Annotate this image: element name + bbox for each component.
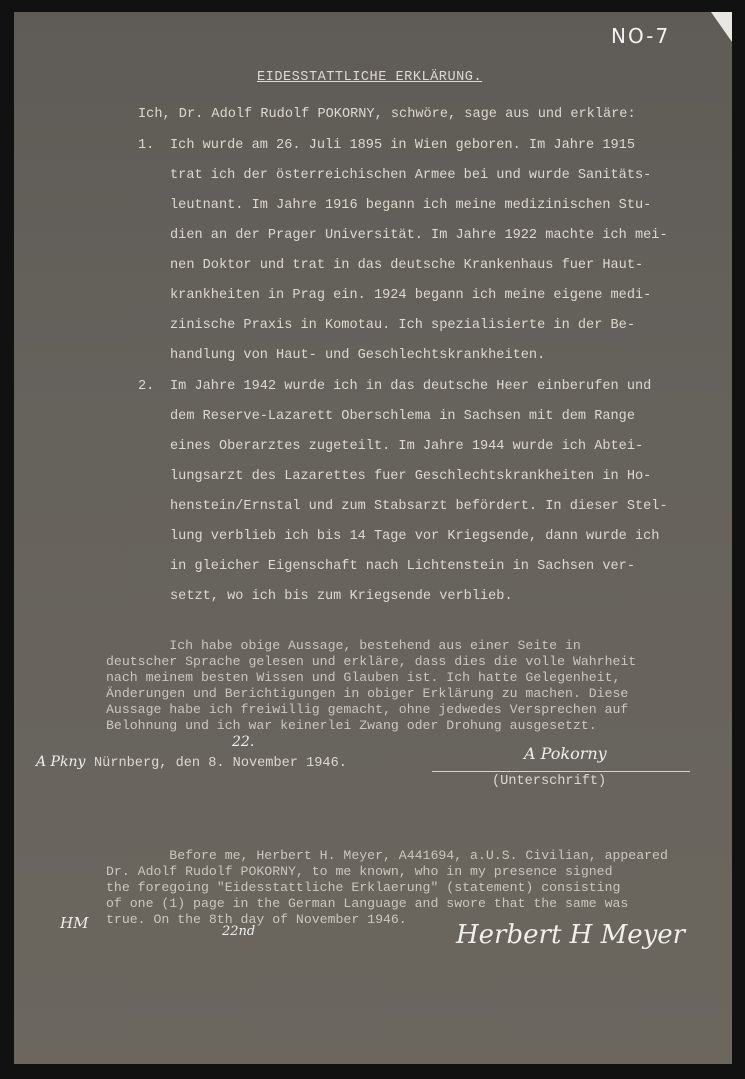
para2-line: lung verblieb ich bis 14 Tage vor Kriegsende, dann wurde ich (170, 529, 660, 544)
signature-meyer: Herbert H Meyer (456, 920, 686, 950)
para2-line: henstein/Ernstal und zum Stabsarzt befördert. In dieser Stel- (170, 499, 668, 514)
para1-line: dien an der Prager Universität. Im Jahre 1922 machte ich mei- (170, 228, 668, 243)
para2-line: Im Jahre 1942 wurde ich in das deutsche Heer einberufen und (170, 379, 652, 394)
para1-line: Ich wurde am 26. Juli 1895 in Wien geboren. Im Jahre 1915 (170, 138, 635, 153)
signature-label: (Unterschrift) (492, 774, 607, 789)
para2-line: in gleicher Eigenschaft nach Lichtenstein in Sachsen ver- (170, 559, 635, 574)
affidavit-line: the foregoing "Eidesstattliche Erklaerung" (statement) consisting (106, 880, 621, 895)
day-correction: 22nd (222, 924, 256, 939)
document-title: EIDESSTATTLICHE ERKLÄRUNG. (257, 70, 483, 85)
initials-left: A Pkny (36, 754, 86, 770)
affidavit-line: true. On the 8th day of November 1946. (106, 912, 407, 927)
para1-line: handlung von Haut- und Geschlechtskrankheiten. (170, 348, 546, 363)
statement-line: Änderungen und Berichtigungen in obiger Erklärung zu machen. Diese (106, 686, 629, 701)
statement-line: deutscher Sprache gelesen und erkläre, dass dies die volle Wahrheit (106, 654, 637, 669)
para2-line: dem Reserve-Lazarett Oberschlema in Sachsen mit dem Range (170, 409, 635, 424)
para2-number: 2. (138, 379, 155, 394)
date-correction: 22. (232, 734, 255, 750)
statement-line: nach meinem besten Wissen und Glauben ist. Ich hatte Gelegenheit, (106, 670, 621, 685)
para2-line: eines Oberarztes zugeteilt. Im Jahre 1944 wurde ich Abtei- (170, 439, 644, 454)
document-sheet (14, 12, 732, 1064)
para1-line: trat ich der österreichischen Armee bei und wurde Sanitäts- (170, 168, 652, 183)
statement-line: Aussage habe ich freiwillig gemacht, ohne jedwedes Versprechen auf (106, 702, 629, 717)
para1-line: leutnant. Im Jahre 1916 begann ich meine medizinischen Stu- (170, 198, 652, 213)
statement-line: Ich habe obige Aussage, bestehend aus einer Seite in (106, 638, 581, 653)
para2-line: setzt, wo ich bis zum Kriegsende verblieb. (170, 589, 513, 604)
para1-line: nen Doktor und trat in das deutsche Krankenhaus fuer Haut- (170, 258, 644, 273)
affidavit-line: of one (1) page in the German Language and swore that the same was (106, 896, 629, 911)
initials-affiant: HM (60, 914, 89, 932)
para1-line: krankheiten in Prag ein. 1924 begann ich meine eigene medi- (170, 288, 652, 303)
affidavit-line: Before me, Herbert H. Meyer, A441694, a.U.S. Civilian, appeared (106, 848, 668, 863)
document-number: NO-7 (611, 24, 671, 48)
para2-line: lungsarzt des Lazarettes fuer Geschlechtskrankheiten in Ho- (170, 469, 652, 484)
signature-line (432, 771, 690, 772)
para1-line: zinische Praxis in Komotau. Ich spezialisierte in der Be- (170, 318, 635, 333)
statement-line: Belohnung und ich war keinerlei Zwang oder Drohung ausgesetzt. (106, 718, 597, 733)
date-line: Nürnberg, den 8. November 1946. (94, 756, 347, 771)
signature-pokorny: A Pokorny (524, 744, 607, 763)
affidavit-line: Dr. Adolf Rudolf POKORNY, to me known, who in my presence signed (106, 864, 613, 879)
para1-number: 1. (138, 138, 155, 153)
intro-line: Ich, Dr. Adolf Rudolf POKORNY, schwöre, sage aus und erkläre: (138, 107, 636, 122)
